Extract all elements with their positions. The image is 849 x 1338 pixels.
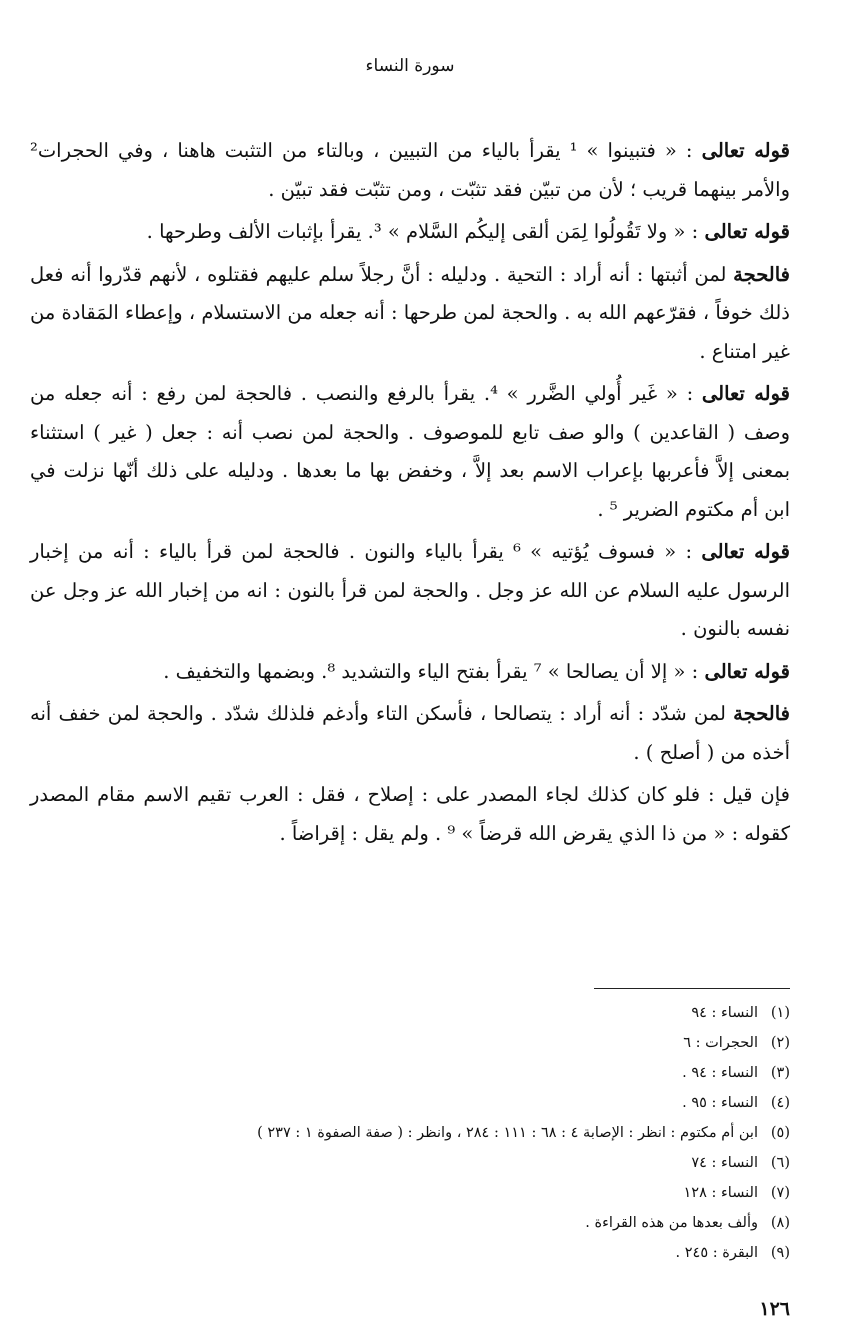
footnote bbox=[30, 1238, 790, 1268]
footnote-number: (٨) bbox=[770, 1215, 790, 1231]
footnote-text: النساء : ٩٤ bbox=[691, 1005, 758, 1021]
paragraph-text: : « فتبينوا » ¹ يقرأ بالياء من التبيين ، وبالتاء من التثبت هاهنا ، وفي الحجرات² والأمر بينهما قريب ؛ لأن من تبيّن فقد تثبّت ، ومن تثبّت فقد تبيّن . bbox=[30, 139, 790, 201]
footnote bbox=[30, 1148, 790, 1178]
paragraph-lead: قوله تعالى bbox=[701, 382, 790, 405]
footnote bbox=[30, 998, 790, 1028]
paragraph-lead: فالحجة bbox=[733, 702, 790, 725]
paragraph-text: لمن أثبتها : أنه أراد : التحية . ودليله : أنَّ رجلاً سلم عليهم فقتلوه ، لأنهم قدّروا أنه فعل ذلك خوفاً ، فقرّعهم الله به . والحجة لمن طرحها : أنه جعله من الاستسلام ، وإعطاء المَقادة من غير امتناع . bbox=[30, 262, 790, 363]
footnote-text: النساء : ١٢٨ bbox=[683, 1185, 758, 1201]
paragraph-lead: فالحجة bbox=[733, 262, 790, 286]
footnote-number: (٩) bbox=[770, 1245, 790, 1261]
paragraph-lead: قوله تعالى bbox=[704, 659, 790, 683]
running-title: سورة النساء bbox=[365, 56, 455, 76]
footnote-text: الحجرات : ٦ bbox=[683, 1035, 758, 1051]
footnote bbox=[30, 1028, 790, 1058]
paragraph bbox=[30, 375, 790, 529]
paragraph bbox=[30, 695, 790, 772]
footnote bbox=[30, 1058, 790, 1088]
footnote-number: (٤) bbox=[770, 1095, 790, 1111]
book-page bbox=[30, 0, 790, 1338]
footnote bbox=[30, 1178, 790, 1208]
footnote-number: (٥) bbox=[770, 1125, 790, 1141]
footnote bbox=[30, 1208, 790, 1238]
footnote-number: (١) bbox=[770, 1005, 790, 1021]
footnote-text: البقرة : ٢٤٥ . bbox=[675, 1245, 758, 1261]
main-text bbox=[30, 132, 790, 857]
footnote-number: (٦) bbox=[770, 1155, 790, 1171]
paragraph-lead: قوله تعالى bbox=[701, 540, 790, 563]
paragraph bbox=[30, 256, 790, 372]
footnote bbox=[30, 1118, 790, 1148]
footnote-number: (٣) bbox=[770, 1065, 790, 1081]
paragraph bbox=[30, 533, 790, 649]
footnote-text: النساء : ٩٥ . bbox=[682, 1095, 758, 1111]
paragraph-text: : « ولا تَقُولُوا لِمَن ألقى إليكُم السَّلام » ³. يقرأ بإثبات الألف وطرحها . bbox=[146, 220, 705, 243]
footnote-text: النساء : ٧٤ bbox=[691, 1155, 758, 1171]
footnote-number: (٢) bbox=[770, 1035, 790, 1051]
paragraph bbox=[30, 213, 790, 252]
paragraph bbox=[30, 132, 790, 209]
paragraph-text: : « فسوف يُؤتيه » ⁶ يقرأ بالياء والنون . فالحجة لمن قرأ بالياء : أنه من إخبار الرسول عليه السلام عن الله عز وجل . والحجة لمن قرأ بالنون : انه من إخبار الله عز وجل عن نفسه بالنون . bbox=[30, 540, 790, 640]
paragraph-text: : « إلا أن يصالحا » ⁷ يقرأ بفتح الياء والتشديد ⁸. وبضمها والتخفيف . bbox=[163, 659, 705, 683]
footnote-text: ابن أم مكتوم : انظر : الإصابة ٤ : ٦٨ : ١١١ : ٢٨٤ ، وانظر : ( صفة الصفوة ١ : ٢٣٧ ) bbox=[257, 1125, 758, 1141]
footnotes bbox=[30, 998, 790, 1268]
paragraph-text: : « غَير أُولي الضَّرر » ⁴. يقرأ بالرفع والنصب . فالحجة لمن رفع : أنه جعله من وصف ( القاعدين ) والو صف تابع للموصوف . والحجة لمن نصب أنه : جعل ( غير ) استثناء بمعنى إلاَّ فأعربها بإعراب الاسم بعد إلاَّ ، وخفض بها ما بعدها . ودليله على ذلك أنّها نزلت في ابن أم مكتوم الضرير ⁵ . bbox=[30, 382, 790, 521]
paragraph bbox=[30, 776, 790, 853]
page-number: ١٢٦ bbox=[759, 1298, 790, 1320]
paragraph-text: لمن شدّد : أنه أراد : يتصالحا ، فأسكن التاء وأدغم فلذلك شدّد . والحجة لمن خفف أنه أخذه من ( أصلح ) . bbox=[30, 702, 790, 764]
footnote-separator bbox=[594, 988, 790, 989]
footnote-text: وألف بعدها من هذه القراءة . bbox=[585, 1215, 758, 1231]
footnote bbox=[30, 1088, 790, 1118]
paragraph-lead: قوله تعالى bbox=[704, 220, 790, 243]
footnote-text: النساء : ٩٤ . bbox=[682, 1065, 758, 1081]
paragraph-lead: قوله تعالى bbox=[701, 139, 790, 162]
footnote-number: (٧) bbox=[770, 1185, 790, 1201]
paragraph-text: فإن قيل : فلو كان كذلك لجاء المصدر على : إصلاح ، فقل : العرب تقيم الاسم مقام المصدر كقوله : « من ذا الذي يقرض الله قرضاً » ⁹ . ولم يقل : إقراضاً . bbox=[30, 783, 790, 845]
paragraph bbox=[30, 653, 790, 692]
